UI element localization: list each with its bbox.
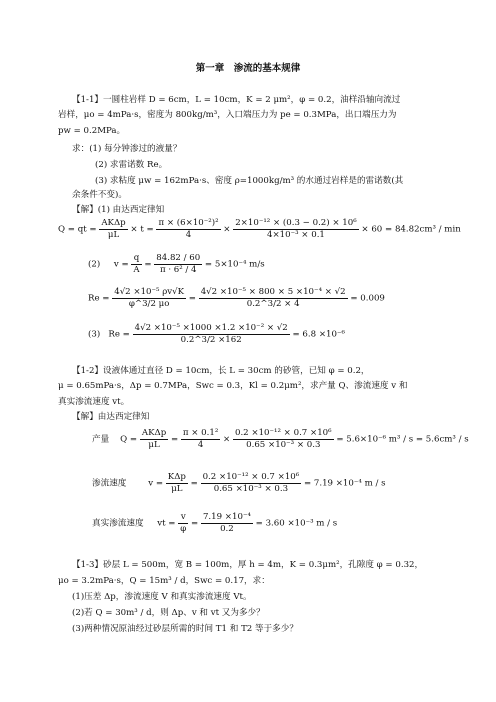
fraction-numerator: 4√2 ×10⁻⁵ × 800 × 5 ×10⁻⁴ × √2 [200,287,346,297]
problem-1-3-line2: μo = 3.2mPa·s，Q = 15m³ / d，Swc = 0.17，求： [58,576,270,586]
fraction-denominator: 0.2^3/2 × 4 [246,298,300,309]
eq-result: = 5×10⁻⁴ m/s [204,259,265,270]
fraction [201,472,302,494]
problem-1-3-question3: (3)两种情况原油经过砂层所需的时间 T1 和 T2 等于多少？ [72,624,298,634]
fraction-numerator: π × (6×10⁻²)² [158,218,219,228]
fraction-numerator: 84.82 / 60 [156,253,201,263]
equation-production [92,428,469,450]
eq-lhs: v = [113,259,129,270]
equation-true-velocity [92,512,337,534]
fraction-denominator: 0.65 ×10⁻³ × 0.3 [213,483,289,494]
eq-label: 产量 [92,434,110,445]
fraction-numerator: KΔp [167,472,186,482]
fraction [166,472,188,494]
eq-label: 真实渗流速度 [92,518,144,529]
eq-result: = 0.009 [350,293,385,304]
fraction-numerator: 4√2 ×10⁻⁵ ×1000 ×1.2 ×10⁻² × √2 [134,323,288,333]
eq-lhs: Q = [120,434,138,445]
eq-operator: = [144,259,152,270]
eq-operator: = [191,518,199,529]
eq-operator: = [170,434,179,445]
problem-1-1-question3: (3) 求粘度 μw = 162mPa·s、密度 ρ=1000kg/m³ 的水通过岩样是的雷诺数(其 [95,176,404,186]
fraction [140,428,168,450]
problem-1-2-line2: μ = 0.65mPa·s，Δp = 0.7MPa，Swc = 0.3，Kl = 0.2μm²，求产量 Q、渗流速度 v 和 [58,381,408,391]
eq-operator: × t = [130,224,154,235]
eq-result: = 3.60 ×10⁻³ m / s [255,518,338,529]
fraction [156,218,220,240]
fraction-numerator: v [178,512,188,524]
fraction-denominator: μL [148,439,160,450]
fraction-numerator: AKΔp [101,218,126,228]
fraction [133,323,290,345]
fraction [99,218,127,240]
fraction-numerator: q [131,253,141,265]
eq-result: = 7.19 ×10⁻⁴ m / s [303,478,386,489]
fraction [178,512,188,534]
eq-operator: × [223,224,231,235]
equation-reynolds-water [88,323,345,345]
problem-1-1-question3-cont: 余条件不变)。 [72,190,127,200]
problem-1-2-line3: 真实渗流速度 vt。 [58,397,130,407]
fraction-numerator: AKΔp [141,428,167,438]
fraction [233,428,334,450]
fraction-denominator: 0.2 [220,523,234,534]
equation-flow-rate [58,218,461,240]
equation-reynolds-oil [88,287,385,309]
problem-1-1-line1: 【1-1】一圆柱岩样 D = 6cm，L = 10cm，K = 2 μm²，φ = 0.2，油样沿轴向流过 [72,95,401,105]
eq-operator: × [223,434,231,445]
fraction [154,253,202,275]
fraction-denominator: μL [171,483,183,494]
eq-label: 渗流速度 [92,478,127,489]
fraction-numerator: π × 0.1² [182,428,219,438]
fraction [112,287,186,309]
eq-lhs: Q = qt = [58,224,97,235]
problem-1-3-line1: 【1-3】砂层 L = 500m，宽 B = 100m，厚 h = 4m，K = 0.3μm²，孔隙度 φ = 0.32， [72,560,424,570]
fraction-denominator: 4 [185,229,192,240]
eq-lhs: vt = [157,518,176,529]
fraction-numerator: 7.19 ×10⁻⁴ [202,512,251,522]
fraction [201,512,253,534]
fraction-numerator: 0.2 ×10⁻¹² × 0.7 ×10⁶ [202,472,300,482]
problem-1-3-question2: (2)若 Q = 30m³ / d，则 Δp、v 和 vt 又为多少？ [72,608,265,618]
eq-result: = 5.6×10⁻⁶ m³ / s = 5.6cm³ / s [336,434,469,445]
eq-lhs: Re = [88,293,110,304]
chapter-title: 第一章 渗流的基本规律 [195,63,301,74]
eq-label: (2) [88,259,101,270]
fraction-denominator: 4 [197,439,204,450]
fraction [131,253,141,275]
fraction-denominator: A [133,264,140,275]
eq-result: × 60 = 84.82cm³ / min [361,224,461,235]
problem-1-1-question2: (2) 求雷诺数 Re。 [95,160,168,170]
fraction [181,428,220,450]
eq-operator: = [190,478,198,489]
problem-1-2-line1: 【1-2】设液体通过直径 D = 10cm，长 L = 30cm 的砂管，已知 φ = 0.2， [72,366,370,376]
problem-1-2-solution-intro: 【解】由达西定律知 [72,412,150,422]
equation-seepage-velocity [92,472,386,494]
eq-label: (3) [88,329,101,340]
fraction-denominator: μL [107,229,120,240]
fraction-denominator: π · 6² / 4 [159,264,197,275]
problem-1-1-question1: 求：(1) 每分钟渗过的液量？ [72,144,182,154]
fraction-denominator: 4×10⁻³ × 0.1 [266,229,325,240]
eq-lhs: v = [148,478,164,489]
eq-lhs: Re = [108,329,130,340]
problem-1-1-solution-intro: 【解】(1) 由达西定律知 [72,205,165,215]
fraction-numerator: 2×10⁻¹² × (0.3 − 0.2) × 10⁶ [235,218,357,228]
fraction-denominator: φ [180,523,187,534]
fraction-numerator: 0.2 ×10⁻¹² × 0.7 ×10⁶ [234,428,332,438]
problem-1-3-question1: (1)压差 Δp，渗流速度 V 和真实渗流速度 Vt。 [72,592,252,602]
fraction-denominator: 0.65 ×10⁻³ × 0.3 [246,439,321,450]
fraction [233,218,358,240]
fraction-denominator: φ^3/2 μo [128,298,170,309]
problem-1-1-line2: 岩样，μo = 4mPa·s，密度为 800kg/m³，入口端压力为 pe = 0.3MPa，出口端压力为 [58,110,397,120]
fraction [199,287,348,309]
fraction-denominator: 0.2^3/2 ×162 [180,334,242,345]
fraction-numerator: 4√2 ×10⁻⁵ ρv√K [114,287,185,297]
eq-result: = 6.8 ×10⁻⁶ [292,329,345,340]
eq-operator: = [188,293,196,304]
problem-1-1-line3: pw = 0.2MPa。 [58,126,126,136]
equation-velocity [88,253,265,275]
